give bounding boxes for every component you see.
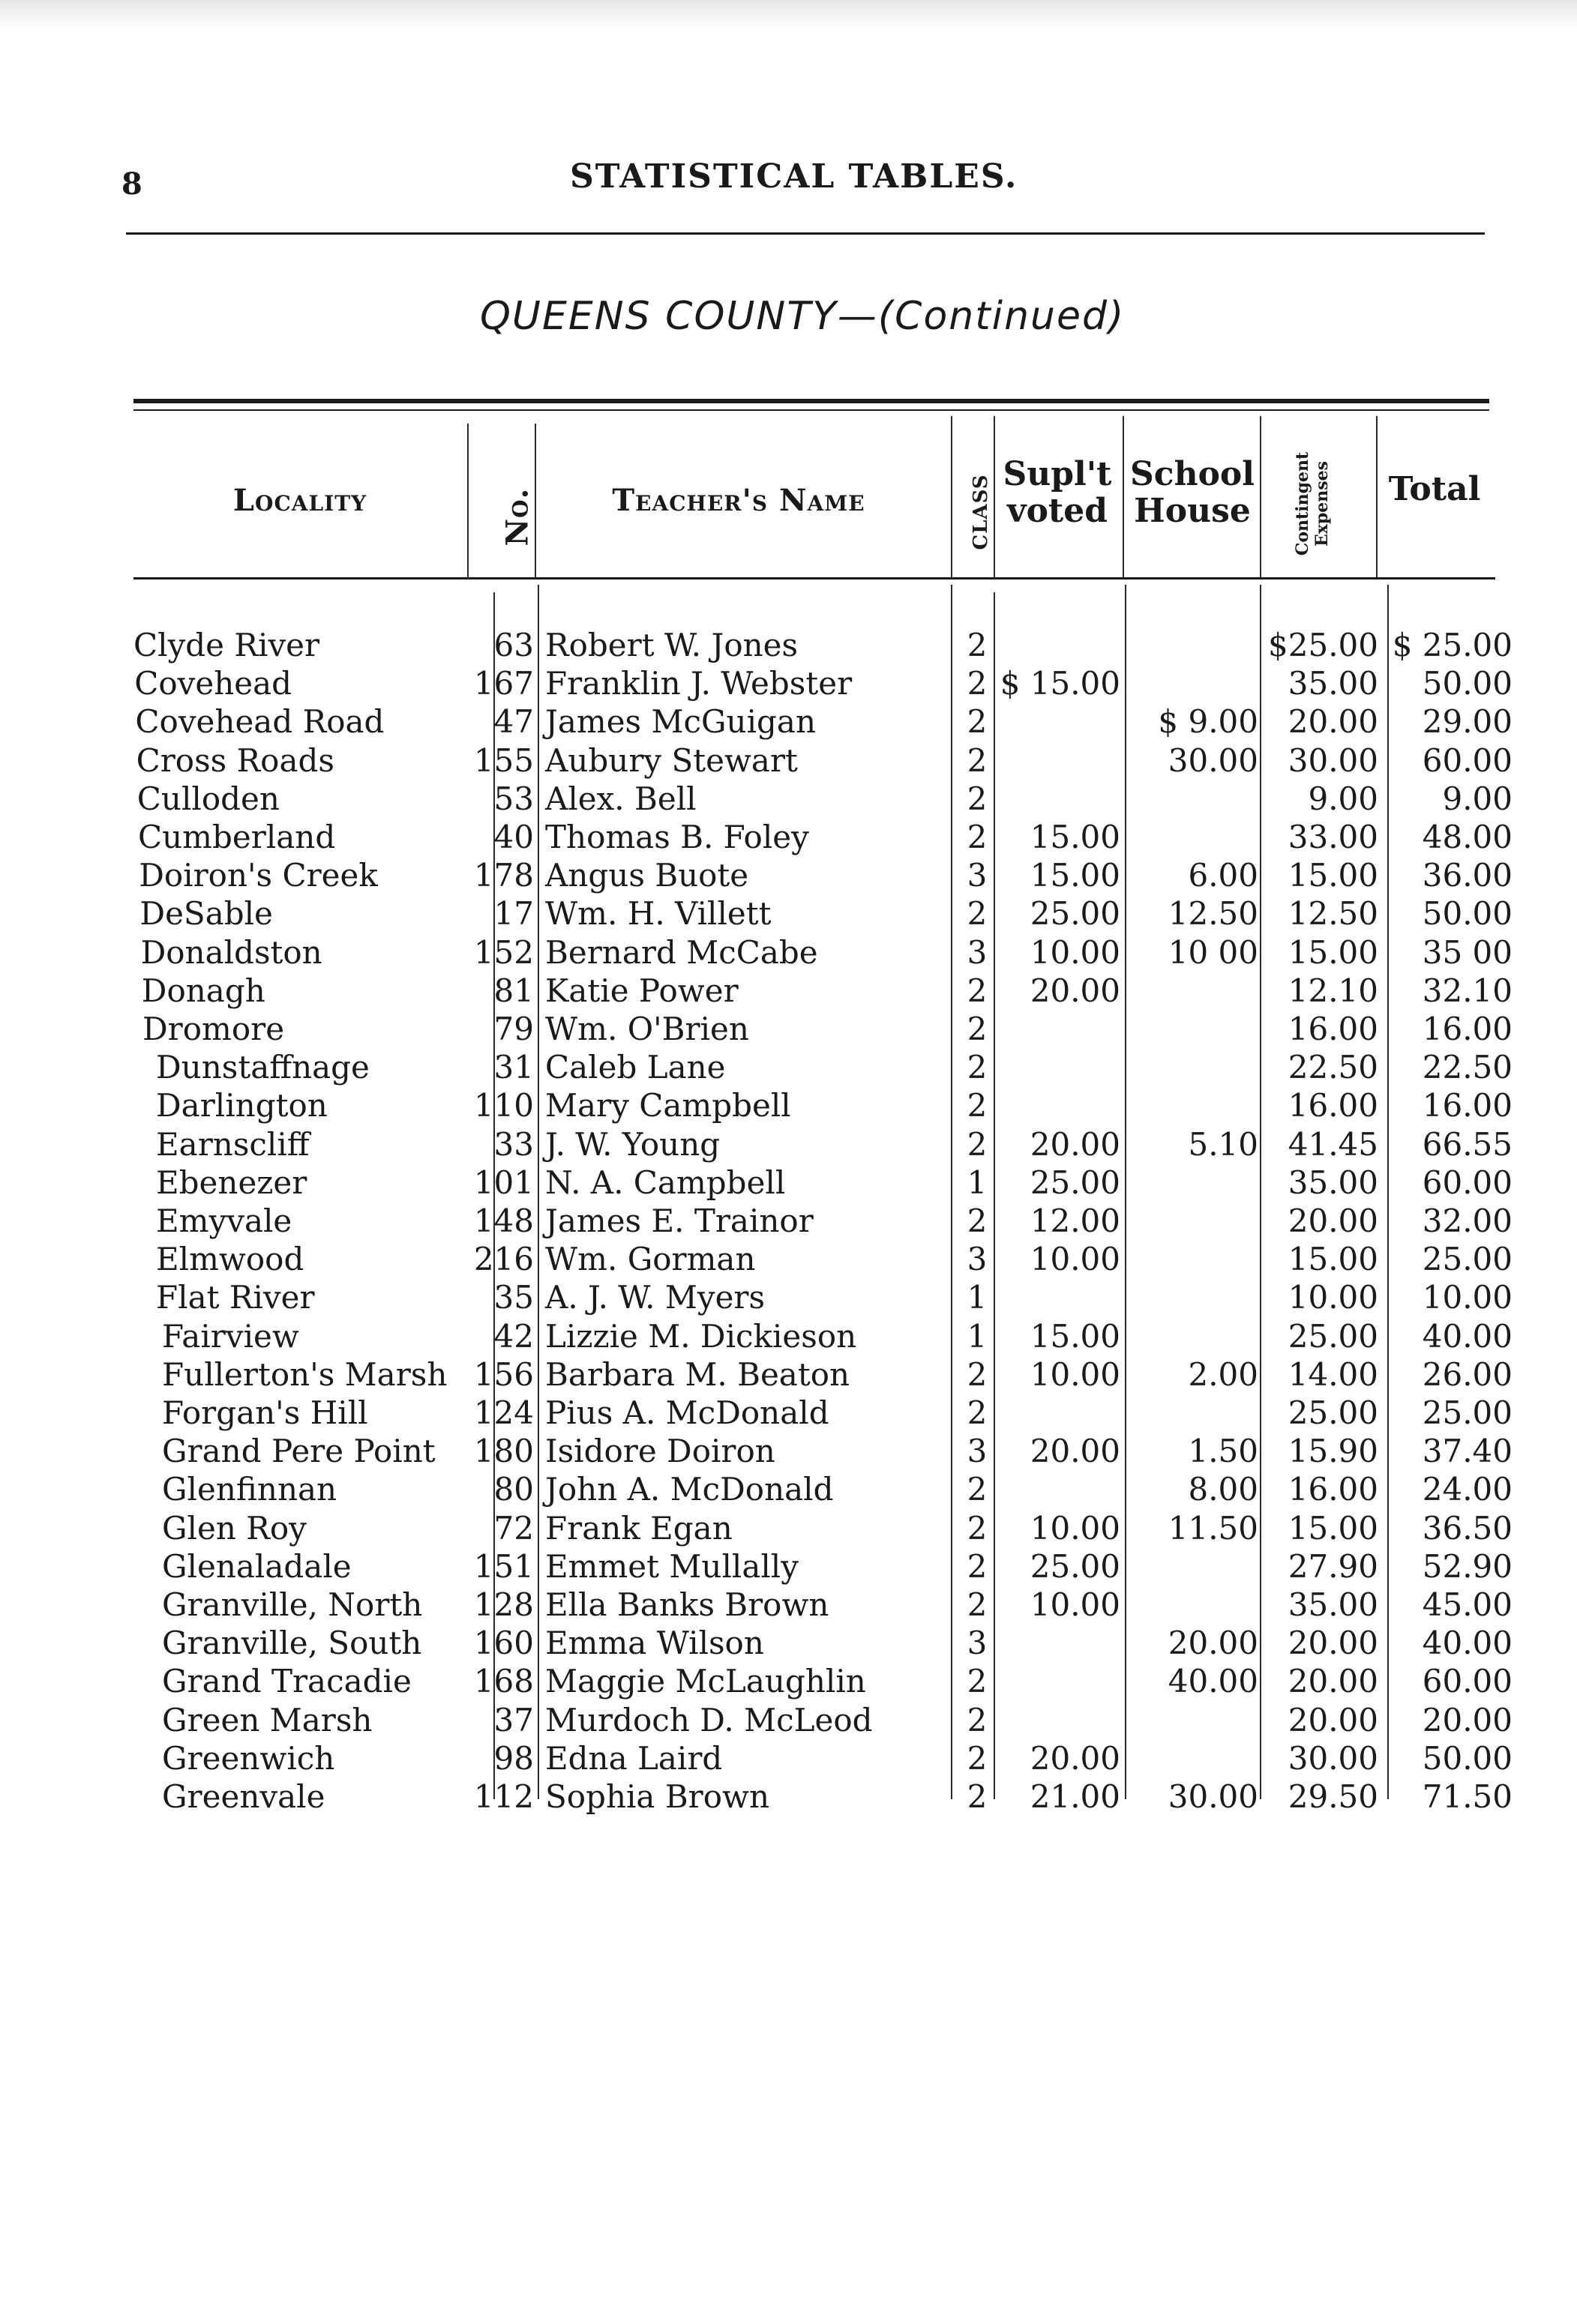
cell-locality: Fairview: [162, 1317, 299, 1355]
cell-locality: Dunstaffnage: [156, 1049, 370, 1086]
cell-suplt: 15.00: [1030, 1317, 1120, 1355]
cell-contingent: 20.00: [1288, 1202, 1378, 1239]
cell-class: 2: [967, 1778, 988, 1815]
cell-school: [1125, 1163, 1258, 1202]
table-top-rule-thick: [133, 399, 1489, 403]
cell-class: 2: [967, 1202, 988, 1239]
cell-contingent: 35.00: [1288, 1586, 1378, 1623]
cell-locality: Grand Pere Point: [162, 1433, 436, 1470]
cell-suplt: 10.00: [1030, 1509, 1120, 1547]
cell-total: 48.00: [1422, 819, 1513, 855]
cell-teacher: Wm. H. Villett: [545, 895, 772, 933]
cell-no: 160: [473, 1625, 534, 1662]
cell-total: 10.00: [1422, 1279, 1513, 1316]
cell-class: 3: [967, 1625, 988, 1662]
cell-class: 2: [967, 1125, 988, 1163]
cell-contingent: 9.00: [1308, 780, 1378, 817]
cell-contingent: 15.00: [1288, 933, 1378, 971]
cell-class: 2: [967, 1049, 988, 1086]
header-contingent-line1: Contingent: [1293, 451, 1312, 556]
cell-class: 3: [967, 857, 988, 894]
cell-contingent: 10.00: [1288, 1279, 1378, 1316]
cell-school: 8.00: [1188, 1471, 1258, 1508]
cell-teacher: Edna Laird: [545, 1739, 723, 1777]
cell-total: 40.00: [1422, 1625, 1513, 1662]
cell-teacher: Angus Buote: [545, 857, 749, 894]
col-divider-no: [467, 424, 469, 577]
cell-contingent: 25.00: [1288, 1317, 1378, 1355]
cell-contingent: 15.00: [1288, 857, 1378, 894]
cell-class: 2: [967, 1701, 988, 1739]
cell-contingent: 16.00: [1288, 1471, 1378, 1508]
scan-noise-band: [0, 0, 1577, 30]
cell-locality: Flat River: [156, 1279, 315, 1316]
cell-no: 53: [493, 780, 534, 817]
cell-no: 42: [493, 1317, 534, 1355]
cell-locality: Dromore: [142, 1011, 285, 1047]
cell-locality: DeSable: [139, 895, 273, 933]
cell-total: 25.00: [1422, 1241, 1513, 1278]
cell-class: 2: [967, 627, 988, 663]
col-divider-school: [1123, 416, 1124, 577]
cell-locality: Darlington: [156, 1087, 328, 1125]
cell-contingent: 35.00: [1288, 1163, 1378, 1201]
cell-school: [1125, 1240, 1258, 1278]
cell-school: [1125, 1202, 1258, 1240]
body-divider-class: [951, 585, 952, 1799]
cell-class: 2: [967, 1547, 988, 1585]
cell-no: 31: [493, 1049, 534, 1086]
cell-total: 35 00: [1422, 933, 1513, 971]
cell-contingent: 20.00: [1288, 703, 1378, 741]
cell-total: 16.00: [1422, 1087, 1513, 1125]
cell-teacher: A. J. W. Myers: [545, 1279, 766, 1316]
cell-school: $ 9.00: [1158, 703, 1258, 741]
cell-locality: Earnscliff: [156, 1125, 310, 1163]
cell-suplt: 20.00: [1030, 1125, 1120, 1163]
header-school-line1: School: [1130, 455, 1255, 493]
cell-locality: Glen Roy: [162, 1509, 307, 1547]
cell-teacher: N. A. Campbell: [545, 1163, 786, 1201]
cell-contingent: 33.00: [1288, 819, 1378, 855]
cell-class: 2: [967, 895, 988, 933]
cell-no: 148: [473, 1202, 534, 1239]
cell-no: 72: [493, 1509, 534, 1547]
cell-locality: Emyvale: [156, 1202, 292, 1239]
cell-locality: Grand Tracadie: [162, 1663, 412, 1700]
cell-total: 40.00: [1422, 1317, 1513, 1355]
cell-school: [1125, 1317, 1258, 1355]
cell-total: 20.00: [1422, 1701, 1513, 1739]
cell-locality: Granville, South: [162, 1625, 422, 1662]
header-suplt-voted: [994, 456, 1121, 530]
header-locality: Locality: [232, 483, 367, 518]
cell-teacher: Barbara M. Beaton: [545, 1355, 850, 1393]
header-suplt-line1: Supl't: [1003, 455, 1112, 493]
cell-teacher: J. W. Young: [545, 1125, 721, 1163]
cell-teacher: Frank Egan: [545, 1509, 733, 1547]
cell-suplt: [995, 1624, 1120, 1662]
cell-class: 2: [967, 1011, 988, 1047]
header-teacher: Teacher's Name: [612, 483, 865, 518]
cell-total: 32.10: [1422, 972, 1513, 1009]
col-divider-contingent: [1260, 416, 1261, 577]
cell-contingent: 16.00: [1288, 1011, 1378, 1047]
cell-locality: Green Marsh: [162, 1701, 373, 1739]
cell-no: 168: [473, 1663, 534, 1700]
cell-no: 155: [473, 741, 534, 779]
cell-school: [1125, 1547, 1258, 1586]
cell-suplt: [995, 1701, 1120, 1739]
cell-class: 2: [967, 1087, 988, 1125]
cell-locality: Granville, North: [162, 1586, 423, 1623]
cell-school: 30.00: [1168, 1778, 1258, 1815]
cell-total: 60.00: [1422, 1663, 1513, 1700]
cell-total: 60.00: [1422, 741, 1513, 779]
cell-no: 156: [473, 1355, 534, 1393]
cell-contingent: 20.00: [1288, 1701, 1378, 1739]
cell-teacher: James E. Trainor: [545, 1202, 814, 1239]
cell-locality: Donagh: [141, 972, 265, 1009]
cell-contingent: 22.50: [1288, 1049, 1378, 1086]
col-divider-total: [1376, 416, 1378, 577]
cell-teacher: Lizzie M. Dickieson: [545, 1317, 857, 1355]
cell-no: 35: [493, 1279, 534, 1316]
cell-class: 2: [967, 1586, 988, 1623]
cell-teacher: Franklin J. Webster: [545, 665, 853, 702]
cell-class: 2: [967, 665, 988, 702]
cell-suplt: 21.00: [1030, 1778, 1120, 1815]
cell-class: 1: [967, 1279, 988, 1316]
cell-class: 1: [967, 1163, 988, 1201]
cell-no: 79: [493, 1011, 534, 1047]
cell-total: 60.00: [1422, 1163, 1513, 1201]
header-bottom-rule: [133, 577, 1495, 580]
cell-school: 30.00: [1168, 741, 1258, 779]
col-divider-class: [951, 416, 952, 577]
cell-suplt: 10.00: [1030, 1586, 1120, 1623]
cell-class: 2: [967, 1739, 988, 1777]
cell-locality: Clyde River: [133, 627, 320, 663]
cell-suplt: [995, 780, 1120, 818]
header-suplt-line2: voted: [1007, 492, 1108, 531]
cell-school: 20.00: [1168, 1625, 1258, 1662]
cell-total: 29.00: [1422, 703, 1513, 741]
cell-teacher: Emmet Mullally: [545, 1547, 799, 1585]
cell-class: 2: [967, 972, 988, 1009]
cell-total: 32.00: [1422, 1202, 1513, 1239]
cell-total: 66.55: [1422, 1125, 1513, 1163]
cell-locality: Greenwich: [162, 1739, 335, 1777]
cell-contingent: 15.90: [1288, 1433, 1378, 1470]
cell-suplt: [995, 1662, 1120, 1700]
cell-teacher: Murdoch D. McLeod: [545, 1701, 873, 1739]
cell-teacher: Caleb Lane: [545, 1049, 726, 1086]
cell-school: 11.50: [1168, 1509, 1258, 1547]
cell-class: 2: [967, 703, 988, 741]
cell-school: [1125, 1048, 1258, 1086]
cell-total: 36.50: [1422, 1509, 1513, 1547]
cell-class: 2: [967, 1471, 988, 1508]
cell-no: 47: [493, 703, 534, 741]
cell-suplt: [995, 1394, 1120, 1432]
cell-class: 2: [967, 1509, 988, 1547]
cell-class: 2: [967, 819, 988, 855]
cell-total: 24.00: [1422, 1471, 1513, 1508]
cell-school: [1125, 626, 1258, 664]
cell-suplt: [995, 1278, 1120, 1316]
cell-contingent: 12.50: [1288, 895, 1378, 933]
cell-contingent: 12.10: [1288, 972, 1378, 1009]
cell-class: 2: [967, 1663, 988, 1700]
cell-suplt: 12.00: [1030, 1202, 1120, 1239]
cell-contingent: 30.00: [1288, 741, 1378, 779]
cell-suplt: 10.00: [1030, 1355, 1120, 1393]
cell-contingent: 15.00: [1288, 1241, 1378, 1278]
cell-school: [1125, 1010, 1258, 1048]
cell-total: 37.40: [1422, 1433, 1513, 1470]
cell-teacher: Katie Power: [545, 972, 739, 1009]
cell-class: 3: [967, 933, 988, 971]
cell-total: 36.00: [1422, 857, 1513, 894]
cell-total: $ 25.00: [1392, 627, 1513, 663]
cell-contingent: 16.00: [1288, 1087, 1378, 1125]
cell-teacher: Ella Banks Brown: [545, 1586, 829, 1623]
cell-teacher: Emma Wilson: [545, 1625, 764, 1662]
cell-suplt: [995, 1010, 1120, 1048]
header-contingent-expenses: [1293, 429, 1332, 579]
page-number: 8: [121, 166, 142, 202]
cell-contingent: 14.00: [1288, 1355, 1378, 1393]
cell-teacher: Wm. O'Brien: [545, 1011, 749, 1047]
cell-locality: Cumberland: [138, 819, 336, 855]
cell-no: 63: [493, 627, 534, 663]
cell-school: [1125, 1586, 1258, 1624]
cell-school: 5.10: [1188, 1125, 1258, 1163]
cell-total: 16.00: [1422, 1011, 1513, 1047]
cell-teacher: Sophia Brown: [545, 1778, 770, 1815]
cell-suplt: 20.00: [1030, 1433, 1120, 1470]
header-total: Total: [1388, 470, 1481, 508]
cell-locality: Fullerton's Marsh: [162, 1355, 448, 1393]
cell-suplt: [995, 702, 1120, 741]
header-contingent-line2: Expenses: [1312, 460, 1332, 547]
cell-class: 2: [967, 1355, 988, 1393]
county-title: QUEENS COUNTY—(Continued): [480, 294, 1126, 339]
cell-no: 124: [473, 1394, 534, 1431]
cell-class: 2: [967, 741, 988, 779]
cell-school: 12.50: [1168, 895, 1258, 933]
cell-class: 2: [967, 780, 988, 817]
cell-teacher: Aubury Stewart: [545, 741, 798, 779]
cell-school: 2.00: [1188, 1355, 1258, 1393]
cell-suplt: [995, 1048, 1120, 1086]
cell-locality: Covehead Road: [135, 703, 385, 741]
cell-school: [1125, 1278, 1258, 1316]
running-head: STATISTICAL TABLES.: [570, 157, 1018, 196]
cell-suplt: 10.00: [1030, 933, 1120, 971]
cell-total: 50.00: [1422, 895, 1513, 933]
cell-school: [1125, 1394, 1258, 1432]
cell-suplt: 15.00: [1030, 857, 1120, 894]
cell-class: 3: [967, 1433, 988, 1470]
cell-no: 216: [473, 1241, 534, 1278]
cell-total: 22.50: [1422, 1049, 1513, 1086]
cell-contingent: 25.00: [1288, 1394, 1378, 1431]
cell-suplt: [995, 1086, 1120, 1125]
cell-school: 6.00: [1188, 857, 1258, 894]
cell-locality: Forgan's Hill: [162, 1394, 368, 1431]
cell-school: [1125, 664, 1258, 702]
cell-teacher: Robert W. Jones: [545, 627, 799, 663]
cell-no: 80: [493, 1471, 534, 1508]
cell-locality: Glenaladale: [162, 1547, 352, 1585]
cell-teacher: Maggie McLaughlin: [545, 1663, 866, 1700]
cell-contingent: 15.00: [1288, 1509, 1378, 1547]
cell-total: 25.00: [1422, 1394, 1513, 1431]
cell-school: [1125, 972, 1258, 1010]
cell-school: [1125, 1701, 1258, 1739]
cell-no: 178: [473, 857, 534, 894]
cell-locality: Greenvale: [162, 1778, 325, 1815]
cell-contingent: 20.00: [1288, 1625, 1378, 1662]
cell-suplt: 20.00: [1030, 1739, 1120, 1777]
cell-locality: Glenfinnan: [162, 1471, 337, 1508]
cell-contingent: 35.00: [1288, 665, 1378, 702]
cell-no: 167: [473, 665, 534, 702]
cell-suplt: 25.00: [1030, 1547, 1120, 1585]
cell-locality: Cross Roads: [136, 741, 334, 779]
cell-no: 37: [493, 1701, 534, 1739]
cell-no: 110: [473, 1087, 534, 1125]
cell-school: [1125, 1086, 1258, 1125]
cell-total: 50.00: [1422, 1739, 1513, 1777]
cell-locality: Culloden: [136, 780, 280, 817]
cell-no: 98: [493, 1739, 534, 1777]
cell-contingent: 29.50: [1288, 1778, 1378, 1815]
cell-no: 180: [473, 1433, 534, 1470]
cell-total: 52.90: [1422, 1547, 1513, 1585]
head-rule: [126, 232, 1485, 235]
cell-teacher: Wm. Gorman: [545, 1241, 756, 1278]
table-top-rule-thin: [133, 409, 1489, 411]
cell-suplt: 10.00: [1030, 1241, 1120, 1278]
cell-contingent: 20.00: [1288, 1663, 1378, 1700]
cell-no: 151: [473, 1547, 534, 1585]
cell-teacher: John A. McDonald: [545, 1471, 834, 1508]
cell-class: 1: [967, 1317, 988, 1355]
cell-teacher: Bernard McCabe: [545, 933, 818, 971]
cell-suplt: 15.00: [1030, 819, 1120, 855]
cell-suplt: [995, 1470, 1120, 1508]
cell-no: 81: [493, 972, 534, 1009]
cell-teacher: James McGuigan: [545, 703, 816, 741]
cell-no: 128: [473, 1586, 534, 1623]
cell-no: 112: [473, 1778, 534, 1815]
cell-school: 10 00: [1168, 933, 1258, 971]
cell-no: 33: [493, 1125, 534, 1163]
header-school-house: [1125, 456, 1260, 530]
cell-no: 101: [473, 1163, 534, 1201]
cell-total: 45.00: [1422, 1586, 1513, 1623]
cell-suplt: 25.00: [1030, 1163, 1120, 1201]
cell-suplt: 25.00: [1030, 895, 1120, 933]
cell-suplt: [995, 626, 1120, 664]
header-no: No.: [499, 487, 535, 547]
cell-school: 40.00: [1168, 1663, 1258, 1700]
col-divider-teacher: [535, 424, 536, 577]
header-class: CLASS: [970, 474, 992, 550]
cell-locality: Covehead: [134, 665, 292, 702]
cell-contingent: $25.00: [1268, 627, 1378, 663]
cell-teacher: Alex. Bell: [545, 780, 697, 817]
cell-class: 2: [967, 1394, 988, 1431]
cell-total: 9.00: [1442, 780, 1513, 817]
cell-school: 1.50: [1188, 1433, 1258, 1470]
cell-suplt: 20.00: [1030, 972, 1120, 1009]
cell-contingent: 41.45: [1288, 1125, 1378, 1163]
body-divider-teacher: [538, 585, 539, 1799]
cell-total: 26.00: [1422, 1355, 1513, 1393]
cell-school: [1125, 818, 1258, 856]
cell-no: 17: [493, 895, 534, 933]
cell-contingent: 30.00: [1288, 1739, 1378, 1777]
cell-school: [1125, 1739, 1258, 1777]
cell-locality: Ebenezer: [156, 1163, 307, 1201]
cell-school: [1125, 780, 1258, 818]
cell-no: 152: [473, 933, 534, 971]
cell-contingent: 27.90: [1288, 1547, 1378, 1585]
cell-suplt: [995, 741, 1120, 780]
col-divider-suplt: [994, 416, 995, 577]
cell-teacher: Pius A. McDonald: [545, 1394, 829, 1431]
header-school-line2: House: [1134, 492, 1251, 531]
cell-locality: Doiron's Creek: [139, 857, 378, 894]
cell-teacher: Thomas B. Foley: [545, 819, 809, 855]
cell-no: 40: [493, 819, 534, 855]
cell-locality: Donaldston: [140, 933, 322, 971]
cell-class: 3: [967, 1241, 988, 1278]
cell-locality: Elmwood: [156, 1241, 304, 1278]
cell-total: 71.50: [1422, 1778, 1513, 1815]
cell-total: 50.00: [1422, 665, 1513, 702]
cell-teacher: Isidore Doiron: [545, 1433, 775, 1470]
cell-suplt: $ 15.00: [1000, 665, 1120, 702]
cell-teacher: Mary Campbell: [545, 1087, 791, 1125]
